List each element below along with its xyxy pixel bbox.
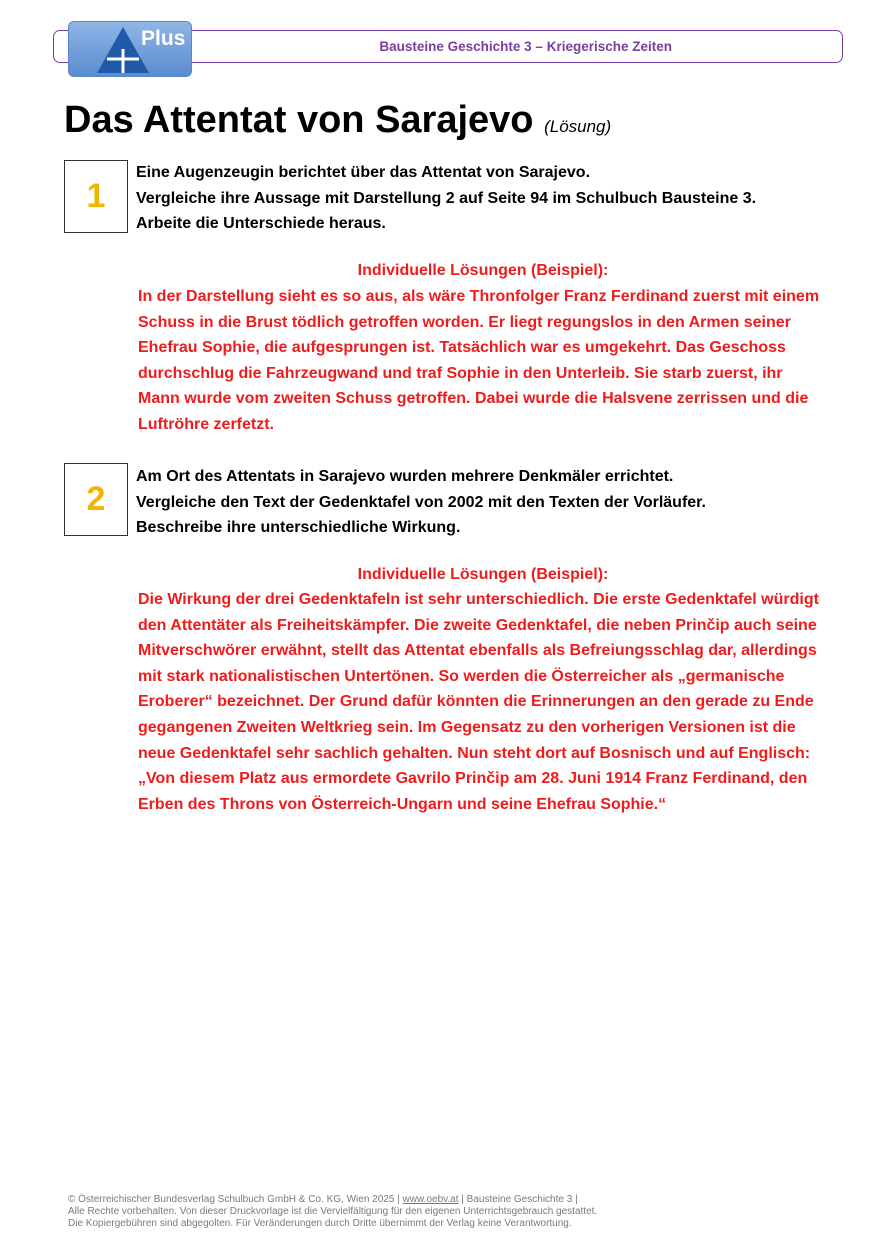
task-line: Vergleiche ihre Aussage mit Darstellung 2 auf Seite 94 im Schulbuch Bausteine 3. — [136, 189, 757, 207]
solution-text: In der Darstellung sieht es so aus, als wäre Thronfolger Franz Ferdinand zuerst mit einem Schuss in die Brust tödlich getroffen worden. Er liegt regungslos in den Armen seiner Ehefrau Sophie, die aufgesprungen ist. Tatsächlich war es umgekehrt. Das Geschoss durchschlug die Fahrzeugwand und traf Sophie in den Unterleib. Sie starb zuerst, ihr Mann wurde vom zweiten Schuss getroffen. Dabei wurde die Halsvene zerrissen und die Luftröhre zerfetzt. — [138, 288, 820, 433]
publisher-link[interactable]: www.oebv.at — [402, 1194, 459, 1205]
logo-text: Plus — [141, 27, 186, 50]
footer — [68, 1194, 828, 1230]
page-title — [64, 97, 611, 150]
task-line: Beschreibe ihre unterschiedliche Wirkung. — [136, 519, 461, 536]
task-line: Vergleiche den Text der Gedenktafel von 2002 mit den Texten der Vorläufer. — [136, 493, 706, 511]
solution-text: Die Wirkung der drei Gedenktafeln ist sehr unterschiedlich. Die erste Gedenktafel würdigt den Attentäter als Freiheitskämpfer. Die zweite Gedenktafel, die neben Prinčip auch seine Mitverschwörer erwähnt, stellt das Attentat ebenfalls als Befreiungsschlag dar, allerdings mit stark nationalistischen Untertönen. So werden die Österreicher als „germanische Eroberer“ bezeichnet. Der Grund dafür könnten die Erinnerungen an den gerade zu Ende gegangenen Zweiten Weltkrieg sein. Im Gegensatz zu den vorherigen Versionen ist die neue Gedenktafel sehr sachlich gehalten. Nun steht dort auf Bosnisch und auf Englisch: „Von diesem Platz aus ermordete Gavrilo Prinčip am 28. Juni 1914 Franz Ferdinand, den Erben des Throns von Österreich-Ungarn und seine Ehefrau Sophie.“ — [138, 591, 819, 813]
task-instructions — [136, 160, 856, 237]
footer-line: Die Kopiergebühren sind abgegolten. Für Veränderungen durch Dritte übernimmt der Verlag keine Verantwortung. — [68, 1218, 572, 1229]
task-instructions — [136, 464, 856, 541]
task-number-box: 2 — [64, 463, 128, 536]
footer-line: Alle Rechte vorbehalten. Von dieser Druckvorlage ist die Vervielfältigung für den eigenen Unterrichtsgebrauch gestattet. — [68, 1206, 598, 1217]
task-number-box: 1 — [64, 160, 128, 233]
footer-text: | Bausteine Geschichte 3 | — [458, 1194, 578, 1205]
task-line: Arbeite die Unterschiede heraus. — [136, 215, 386, 232]
task-line: Eine Augenzeugin berichtet über das Attentat von Sarajevo. — [136, 164, 591, 181]
solution-heading: Individuelle Lösungen (Beispiel): — [357, 566, 609, 583]
header-title: Bausteine Geschichte 3 – Kriegerische Zeiten — [379, 39, 672, 54]
page-title-text: Das Attentat von Sarajevo — [64, 99, 534, 141]
footer-line — [68, 1194, 828, 1206]
footer-text: © Österreichischer Bundesverlag Schulbuch GmbH & Co. KG, Wien 2025 | — [68, 1194, 403, 1205]
logo — [68, 21, 192, 77]
task-line: Am Ort des Attentats in Sarajevo wurden mehrere Denkmäler errichtet. — [136, 468, 674, 485]
page-subtitle: (Lösung) — [544, 117, 612, 136]
solution-heading: Individuelle Lösungen (Beispiel): — [357, 262, 609, 279]
